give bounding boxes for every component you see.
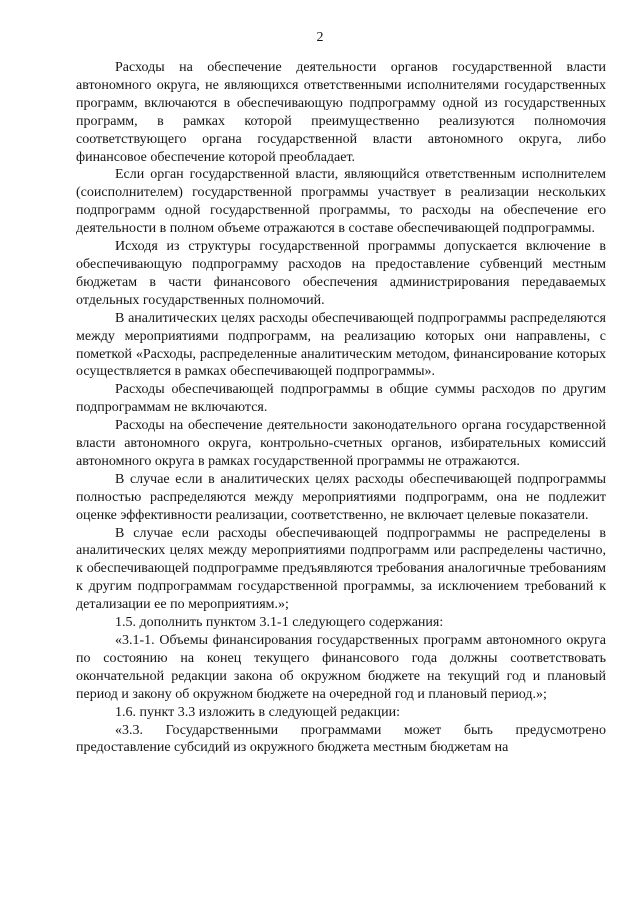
paragraph: Исходя из структуры государственной программы допускается включение в обеспечивающую подпрограмму расходов на предоставление субвенций местным бюджетам в части финансового обеспечения администрирования передаваемых отдельных государственных полномочий. (76, 239, 606, 308)
paragraph: В случае если расходы обеспечивающей подпрограммы не распределены в аналитических целях между мероприятиями подпрограмм или распределены частично, к обеспечивающей подпрограмме предъявляются требования аналогичные требованиям к другим подпрограммам государственной программы, за исключением требований к детализации ее по мероприятиям.»; (76, 525, 606, 613)
paragraph: В случае если в аналитических целях расходы обеспечивающей подпрограммы полностью распределяются между мероприятиями подпрограмм, она не подлежит оценке эффективности реализации, соответственно, не включает целевые показатели. (76, 471, 606, 523)
page-number: 2 (316, 30, 324, 45)
paragraph: 1.6. пункт 3.3 изложить в следующей редакции: (115, 704, 400, 720)
paragraph: Расходы на обеспечение деятельности органов государственной власти автономного округа, не являющихся ответственными исполнителями государственных программ, включаются в обеспечивающую подпрограмму одной из государственных программ, в рамках которой преимущественно реализуются полномочия соответствующего органа государственной власти автономного округа, либо финансовое обеспечение которой преобладает. (76, 60, 606, 165)
paragraph: Если орган государственной власти, являющийся ответственным исполнителем (соисполнителем) государственной программы участвует в реализации нескольких подпрограмм одной государственной программы, то расходы на обеспечение его деятельности в полном объеме отражаются в составе обеспечивающей подпрограммы. (76, 167, 606, 237)
paragraph: 1.5. дополнить пунктом 3.1-1 следующего содержания: (115, 615, 444, 631)
paragraph: «3.3. Государственными программами может быть предусмотрено предоставление субсидий из окружного бюджета местным бюджетам на (76, 722, 606, 756)
paragraph: Расходы обеспечивающей подпрограммы в общие суммы расходов по другим подпрограммам не включаются. (76, 382, 606, 416)
document-body (76, 59, 606, 757)
paragraph: В аналитических целях расходы обеспечивающей подпрограммы распределяются между мероприятиями подпрограмм, на реализацию которых они направлены, с пометкой «Расходы, распределенные аналитическим методом, финансирование которых осуществляется в рамках обеспечивающей подпрограммы». (76, 310, 606, 380)
paragraph: Расходы на обеспечение деятельности законодательного органа государственной власти автономного округа, контрольно-счетных органов, избирательных комиссий автономного округа в рамках государственной программы не отражаются. (76, 418, 606, 469)
paragraph: «3.1-1. Объемы финансирования государственных программ автономного округа по состоянию на конец текущего финансового года должны соответствовать окончательной редакции закона об окружном бюджете на текущий год и плановый период и закону об окружном бюджете на очередной год и плановый период.»; (76, 633, 606, 702)
